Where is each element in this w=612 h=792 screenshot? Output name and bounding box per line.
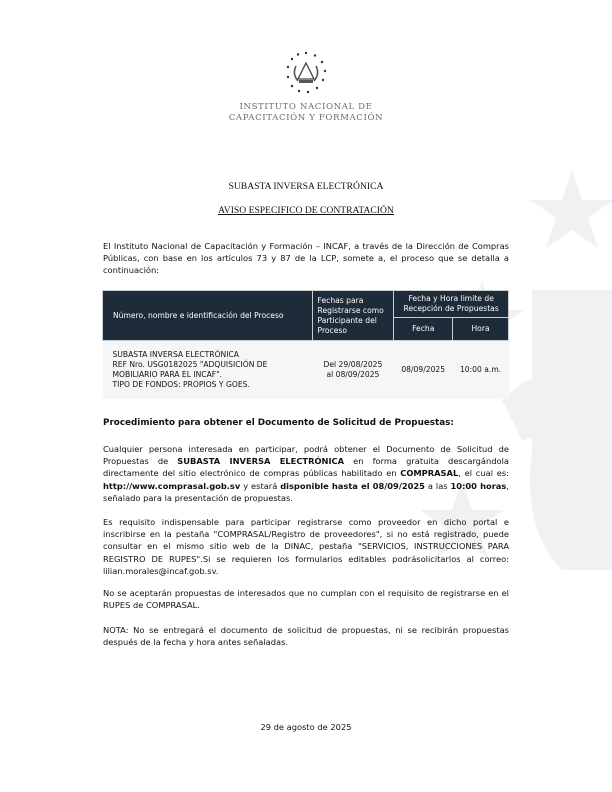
text: a las: [424, 480, 451, 491]
institution-name-line-1: INSTITUTO NACIONAL DE: [239, 102, 373, 112]
comprasal-link[interactable]: http://www.comprasal.gob.sv: [103, 480, 241, 491]
text: en forma gratuita descargándola directamente del sitio electrónico de compras públicas habilitado en: [103, 456, 510, 479]
note-paragraph: NOTA: No se entregará el documento de solicitud de propuestas, ni se recibirán propuestas después de la fecha y hora antes señaladas.: [103, 625, 509, 648]
text: y estará: [240, 480, 281, 491]
document-date: 29 de agosto de 2025: [260, 722, 352, 732]
process-type: SUBASTA INVERSA ELECTRÓNICA: [112, 350, 239, 359]
text: , el cual es:: [458, 468, 509, 479]
intro-paragraph: El Instituto Nacional de Capacitación y Formación – INCAF, a través de la Dirección de Compras Públicas, con base en los artículos 73 y 87 de la LCP, somete a, el proceso que se detalla a continuación:: [103, 241, 509, 276]
rejection-paragraph: No se aceptarán propuestas de interesados que no cumplan con el requisito de registrarse en el RUPES de COMPRASAL.: [103, 588, 509, 611]
procedure-paragraph: [103, 443, 509, 504]
table-row: [103, 341, 509, 400]
process-table: [102, 290, 509, 399]
header-process: Número, nombre e identificación del Proceso: [103, 291, 313, 341]
header-registration-dates: Fechas para Registrarse como Participante del Proceso: [312, 291, 394, 341]
document-subtitle: AVISO ESPECIFICO DE CONTRATACIÓN: [218, 205, 394, 216]
deadline-time: 10:00 a.m.: [453, 341, 509, 400]
text: Cualquier persona interesada en participar, podrá obtener el Documento de Solicitud de Propuestas de: [103, 444, 509, 467]
contact-email-link[interactable]: lilian.morales@incaf.gob.sv: [103, 565, 216, 576]
text: , señalado para la presentación de propuestas.: [103, 480, 509, 503]
institution-logo: [0, 50, 612, 124]
availability-bold: disponible hasta el 08/09/2025: [280, 480, 425, 491]
comprasal-bold: COMPRASAL: [400, 468, 459, 479]
registration-end: al 08/09/2025: [326, 370, 380, 379]
el-salvador-coat-of-arms-icon: [283, 50, 329, 96]
time-bold: 10:00 horas: [450, 480, 507, 491]
deadline-date: 08/09/2025: [394, 341, 453, 400]
requirement-paragraph: [103, 516, 509, 577]
document-title: SUBASTA INVERSA ELECTRÓNICA: [228, 181, 384, 192]
process-fund-type: TIPO DE FONDOS: PROPIOS Y GOES.: [112, 380, 250, 389]
process-reference: REF Nro. USG0182025 "ADQUISICIÓN DE MOBILIARIO PARA EL INCAF".: [112, 360, 268, 379]
text: Es requisito indispensable para participar registrarse como proveedor en dicho portal e inscribirse en la pestaña "COMPRASAL/Registro de proveedores", si no está registrado, puede consultar en el mismo sitio web de la DINAC, pestaña "SERVICIOS, INSTRUCCIONES PARA REGISTRO DE RUPES".Si se requieren los formularios editables podrásolicitarlos al correo:: [103, 517, 509, 564]
header-date: Fecha: [394, 318, 453, 341]
header-time: Hora: [453, 318, 509, 341]
process-type-bold: SUBASTA INVERSA ELECTRÓNICA: [177, 456, 345, 467]
text: .: [215, 565, 219, 576]
procedure-heading: Procedimiento para obtener el Documento de Solicitud de Propuestas:: [103, 418, 454, 428]
registration-start: Del 29/08/2025: [323, 360, 383, 369]
institution-name-line-2: CAPACITACIÓN Y FORMACIÓN: [228, 113, 384, 123]
header-deadline: Fecha y Hora limite de Recepción de Propuestas: [394, 291, 509, 318]
